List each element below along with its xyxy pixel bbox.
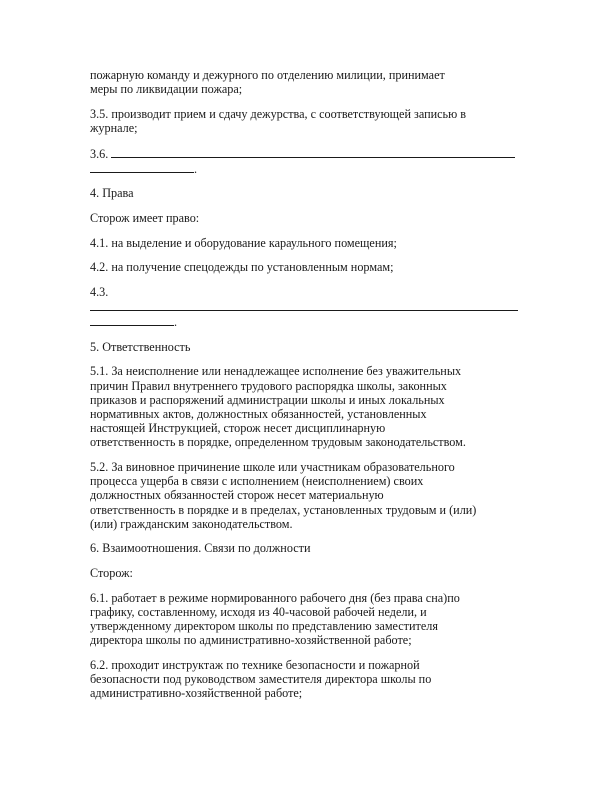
intro-line-1: пожарную команду и дежурного по отделению милиции, принимает [90,68,445,82]
item-5-2-line-2: процесса ущерба в связи с исполнением (неисполнением) своих [90,474,424,489]
item-4-3-blank-line-1 [90,299,518,311]
item-5-2-line-5: (или) гражданским законодательством. [90,516,293,531]
item-5-2-line-1: 5.2. За виновное причинение школе или участникам образовательного [90,459,455,474]
item-5-1-line-5: настоящей Инструкцией, сторож несет дисциплинарную [90,421,386,436]
item-6-1-line-2: графику, составленному, исходя из 40-часовой рабочей недели, и [90,604,427,619]
section-6-intro: Сторож: [90,565,133,580]
item-3-6-label: 3.6. [90,146,109,161]
section-4-intro: Сторож имеет право: [90,210,200,225]
item-3-6-blank-line-2 [90,161,194,173]
item-6-1-line-3: утвержденному директором школы по представлению заместителя [90,618,438,633]
item-5-2-line-3: должностных обязанностей сторож несет материальную [90,488,384,503]
item-5-1-line-4: нормативных актов, должностных обязанностей, установленных [90,406,427,421]
item-3-6-blank-line-1 [111,146,515,158]
section-4-heading: 4. Права [90,186,134,201]
item-4-2: 4.2. на получение спецодежды по установленным нормам; [90,260,394,275]
item-4-3-blank-line-2 [90,314,174,326]
section-6-heading: 6. Взаимоотношения. Связи по должности [90,541,311,556]
document-body [90,68,522,700]
item-5-2-line-4: ответственность в порядке и в пределах, установленных трудовым и (или) [90,502,477,517]
item-4-3-label: 4.3. [90,284,109,299]
item-5-1-line-3: приказов и распоряжений администрации школы и иных локальных [90,392,445,407]
item-6-1-line-4: директора школы по административно-хозяйственной работе; [90,633,412,648]
item-3-5-line-1: 3.5. производит прием и сдачу дежурства, с соответствующей записью в [90,106,467,121]
item-6-2-line-2: безопасности под руководством заместителя директора школы по [90,671,432,686]
item-6-2-line-3: административно-хозяйственной работе; [90,686,303,701]
intro-line-2: меры по ликвидации пожара; [90,82,243,97]
item-4-3-end: . [174,315,178,330]
item-3-6-end: . [194,161,198,176]
item-3-5-line-2: журнале; [90,121,138,135]
item-5-1-line-1: 5.1. За неисполнение или ненадлежащее исполнение без уважительных [90,364,462,379]
item-4-3-line-1 [90,299,522,314]
item-3-6-continuation [90,161,522,176]
item-6-2-line-1: 6.2. проходит инструктаж по технике безопасности и пожарной [90,657,420,672]
item-6-1-line-1: 6.1. работает в режиме нормированного рабочего дня (без права сна)по [90,590,460,605]
item-4-1: 4.1. на выделение и оборудование караульного помещения; [90,235,397,250]
item-5-1-line-6: ответственность в порядке, определенном трудовым законодательством. [90,435,466,450]
item-3-6 [90,146,522,161]
section-5-heading: 5. Ответственность [90,339,191,354]
item-5-1-line-2: причин Правил внутреннего трудового распорядка школы, законных [90,378,447,393]
item-4-3-line-2 [90,314,522,329]
